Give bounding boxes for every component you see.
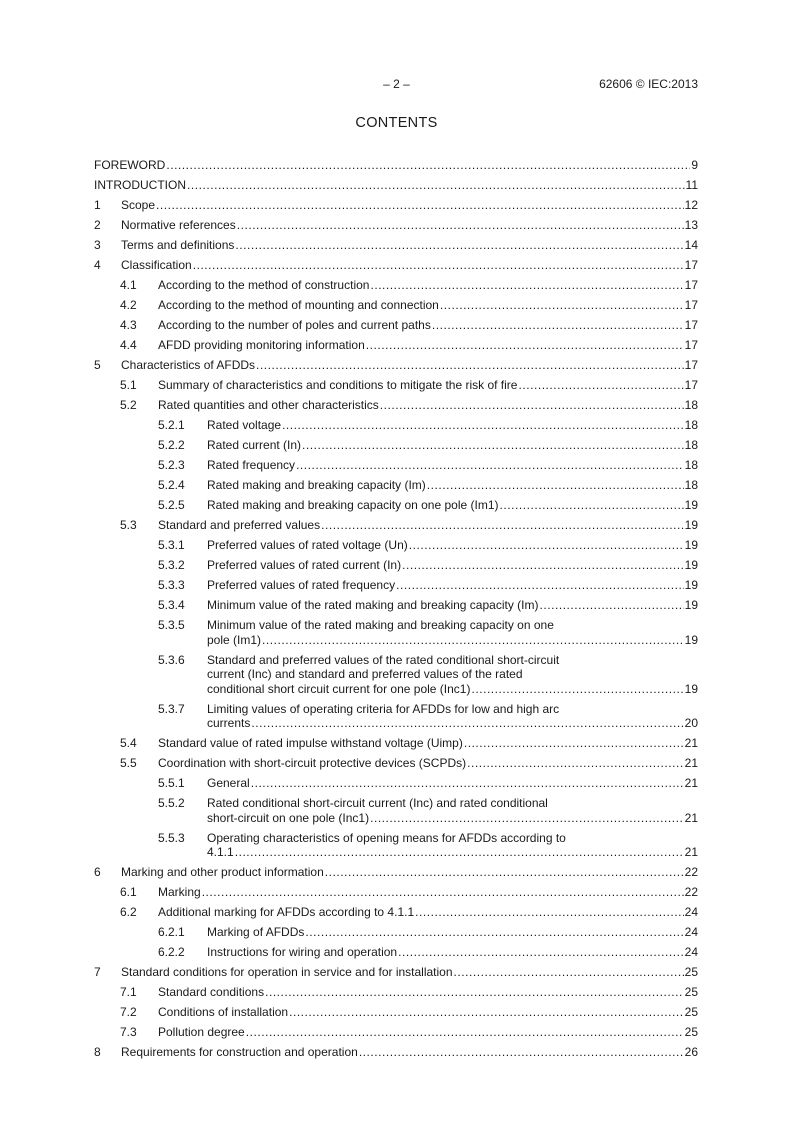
toc-entry-number: 5.3.6 (158, 652, 185, 667)
dot-leader (427, 478, 684, 493)
toc-entry[interactable] (94, 498, 698, 513)
toc-entry-title: Standard value of rated impulse withstand voltage (Uimp) (158, 736, 463, 750)
toc-page-number: 9 (691, 158, 698, 172)
toc-entry-title: conditional short circuit current for one pole (Inc1) (207, 681, 471, 696)
toc-entry-title: Preferred values of rated frequency (207, 578, 396, 592)
toc-entry-number: 8 (94, 1045, 101, 1059)
dot-leader (235, 238, 683, 253)
toc-entry[interactable] (94, 1005, 698, 1020)
toc-entry-number: 5.5.3 (158, 830, 185, 845)
toc-entry[interactable] (94, 885, 698, 900)
toc-entry[interactable] (94, 831, 698, 860)
toc-entry-title: Conditions of installation (158, 1005, 289, 1019)
toc-page-number: 22 (684, 885, 698, 899)
toc-entry[interactable] (94, 756, 698, 771)
toc-entry-title: currents (207, 716, 251, 730)
toc-entry-number: 7 (94, 965, 101, 979)
toc-entry-number: 4.4 (120, 338, 137, 352)
toc-page-number: 11 (685, 178, 698, 192)
toc-entry-number: 6.2.2 (158, 945, 185, 959)
dot-leader (202, 885, 684, 900)
toc-entry-title: Rated voltage (207, 418, 282, 432)
toc-entry[interactable] (94, 518, 698, 533)
toc-entry-title: AFDD providing monitoring information (158, 338, 365, 352)
toc-entry-title: Characteristics of AFDDs (121, 358, 256, 372)
toc-entry-number: 5.3.2 (158, 558, 185, 572)
toc-entry-title: Additional marking for AFDDs according to 4.1.1 (158, 905, 415, 919)
toc-entry[interactable] (94, 702, 698, 731)
toc-entry-title: According to the method of mounting and connection (158, 298, 439, 312)
dot-leader (325, 865, 684, 880)
toc-entry-number: 5.2.4 (158, 478, 185, 492)
dot-leader (370, 811, 684, 826)
toc-entry[interactable] (94, 905, 698, 920)
toc-entry-number: 5.2.3 (158, 458, 185, 472)
toc-entry[interactable] (94, 218, 698, 233)
toc-page-number: 19 (684, 558, 698, 572)
toc-entry[interactable] (94, 653, 698, 697)
toc-page-number: 21 (684, 810, 698, 825)
toc-entry[interactable] (94, 1025, 698, 1040)
toc-entry-number: 7.2 (120, 1005, 137, 1019)
toc-entry-title: Minimum value of the rated making and breaking capacity on one (207, 618, 554, 632)
toc-entry-title: According to the number of poles and current paths (158, 318, 431, 332)
table-of-contents (94, 158, 698, 1060)
dot-leader (321, 518, 684, 533)
dot-leader (235, 845, 684, 860)
toc-entry-number: 4.1 (120, 278, 137, 292)
toc-entry-number: 5.3.5 (158, 618, 185, 632)
toc-page-number: 25 (684, 965, 698, 979)
dot-leader (539, 598, 683, 613)
toc-entry-number: 4.2 (120, 298, 137, 312)
dot-leader (396, 578, 684, 593)
toc-entry[interactable] (94, 776, 698, 791)
toc-page-number: 19 (684, 518, 698, 532)
toc-entry-title: Requirements for construction and operation (121, 1045, 358, 1059)
toc-entry-title: Classification (121, 258, 192, 272)
toc-entry-title: Marking of AFDDs (207, 925, 305, 939)
dot-leader (398, 945, 684, 960)
toc-entry[interactable] (94, 278, 698, 293)
toc-entry[interactable] (94, 378, 698, 393)
toc-page-number: 19 (684, 681, 698, 696)
dot-leader (366, 338, 684, 353)
dot-leader (467, 756, 684, 771)
toc-entry-number: 5.3.1 (158, 538, 185, 552)
toc-entry-number: 7.1 (120, 985, 137, 999)
dot-leader (471, 682, 683, 697)
dot-leader (193, 258, 684, 273)
toc-entry-title: Terms and definitions (121, 238, 235, 252)
toc-entry[interactable] (94, 318, 698, 333)
toc-page-number: 22 (684, 865, 698, 879)
dot-leader (440, 298, 684, 313)
toc-entry-number: 5.2 (120, 398, 137, 412)
toc-entry[interactable] (94, 558, 698, 573)
toc-page-number: 19 (684, 578, 698, 592)
toc-page-number: 20 (684, 716, 698, 730)
standard-reference: 62606 © IEC:2013 (599, 77, 698, 91)
dot-leader (251, 776, 684, 791)
toc-page-number: 19 (684, 632, 698, 647)
toc-entry-title: short-circuit on one pole (Inc1) (207, 810, 370, 825)
toc-page-number: 26 (684, 1045, 698, 1059)
toc-entry-number: 6 (94, 865, 101, 879)
toc-entry-title: Normative references (121, 218, 236, 232)
page-number: – 2 – (383, 77, 410, 91)
toc-page-number: 21 (684, 776, 698, 790)
toc-entry-title: Scope (121, 198, 156, 212)
page-title: CONTENTS (355, 115, 438, 131)
toc-entry-title: Rated making and breaking capacity (Im) (207, 478, 426, 492)
toc-entry-number: 1 (94, 198, 101, 212)
toc-entry-title: INTRODUCTION (94, 178, 186, 192)
toc-entry-title: Standard conditions (158, 985, 265, 999)
toc-page-number: 21 (684, 756, 698, 770)
toc-entry-title: Standard and preferred values (158, 518, 321, 532)
dot-leader (402, 558, 684, 573)
toc-page-number: 25 (684, 1025, 698, 1039)
toc-page-number: 25 (684, 1005, 698, 1019)
toc-entry-title: Rated frequency (207, 458, 296, 472)
toc-page-number: 19 (684, 498, 698, 512)
dot-leader (500, 498, 684, 513)
toc-entry-title: Marking (158, 885, 201, 899)
toc-entry-number: 5.3.4 (158, 598, 185, 612)
dot-leader (464, 736, 684, 751)
toc-entry-number: 6.1 (120, 885, 137, 899)
toc-entry-number: 5.2.5 (158, 498, 185, 512)
toc-page-number: 18 (684, 438, 698, 452)
toc-entry-number: 5.3.3 (158, 578, 185, 592)
toc-page-number: 18 (684, 478, 698, 492)
toc-page-number: 24 (684, 905, 698, 919)
dot-leader (370, 278, 683, 293)
toc-entry[interactable] (94, 618, 698, 647)
toc-entry-title: Rated making and breaking capacity on one pole (Im1) (207, 498, 499, 512)
toc-entry-title: Preferred values of rated voltage (Un) (207, 538, 408, 552)
toc-page-number: 19 (684, 538, 698, 552)
toc-entry-title: Coordination with short-circuit protective devices (SCPDs) (158, 756, 467, 770)
toc-page-number: 21 (684, 845, 698, 859)
toc-entry[interactable] (94, 298, 698, 313)
toc-entry[interactable] (94, 458, 698, 473)
toc-entry-title: According to the method of construction (158, 278, 370, 292)
toc-entry[interactable] (94, 358, 698, 373)
toc-entry[interactable] (94, 985, 698, 1000)
toc-entry-title: FOREWORD (94, 158, 166, 172)
dot-leader (166, 158, 690, 173)
toc-page-number: 24 (684, 925, 698, 939)
toc-page-number: 17 (684, 378, 698, 392)
toc-entry-number: 5.3.7 (158, 701, 185, 716)
toc-entry-number: 5.2.2 (158, 438, 185, 452)
dot-leader (359, 1045, 684, 1060)
dot-leader (415, 905, 684, 920)
toc-entry[interactable] (94, 965, 698, 980)
dot-leader (296, 458, 684, 473)
toc-entry[interactable] (94, 258, 698, 273)
toc-page-number: 17 (684, 338, 698, 352)
toc-entry-number: 5.5 (120, 756, 137, 770)
toc-entry-number: 3 (94, 238, 101, 252)
dot-leader (246, 1025, 684, 1040)
toc-entry-title: current (Inc) and standard and preferred values of the rated (207, 667, 523, 681)
dot-leader (454, 965, 684, 980)
toc-page-number: 18 (684, 398, 698, 412)
dot-leader (156, 198, 684, 213)
dot-leader (262, 633, 684, 648)
toc-entry[interactable] (94, 178, 698, 193)
toc-entry[interactable] (94, 538, 698, 553)
dot-leader (251, 716, 683, 731)
toc-entry[interactable] (94, 945, 698, 960)
toc-page-number: 13 (684, 218, 698, 232)
toc-entry-title: Limiting values of operating criteria for AFDDs for low and high arc (207, 701, 560, 716)
dot-leader (305, 925, 683, 940)
dot-leader (289, 1005, 684, 1020)
toc-entry[interactable] (94, 478, 698, 493)
toc-entry[interactable] (94, 1045, 698, 1060)
toc-page-number: 17 (684, 258, 698, 272)
toc-entry-number: 7.3 (120, 1025, 137, 1039)
toc-entry[interactable] (94, 578, 698, 593)
toc-entry-title: Standard conditions for operation in service and for installation (121, 965, 453, 979)
dot-leader (187, 178, 685, 193)
dot-leader (282, 418, 684, 433)
toc-entry-title: Rated quantities and other characteristics (158, 398, 379, 412)
toc-page-number: 25 (684, 985, 698, 999)
toc-entry-title: 4.1.1 (207, 845, 234, 859)
toc-entry[interactable] (94, 598, 698, 613)
toc-entry-title: Summary of characteristics and conditions to mitigate the risk of fire (158, 378, 518, 392)
toc-entry[interactable] (94, 198, 698, 213)
toc-page-number: 14 (684, 238, 698, 252)
dot-leader (237, 218, 684, 233)
dot-leader (302, 438, 684, 453)
toc-entry-number: 5.1 (120, 378, 137, 392)
toc-entry-title: Operating characteristics of opening means for AFDDs according to (207, 830, 566, 845)
dot-leader (409, 538, 684, 553)
toc-entry-number: 5 (94, 358, 101, 372)
toc-entry-number: 6.2 (120, 905, 137, 919)
toc-entry-number: 5.5.1 (158, 776, 185, 790)
toc-entry[interactable] (94, 438, 698, 453)
toc-page-number: 18 (684, 458, 698, 472)
toc-entry-title: Instructions for wiring and operation (207, 945, 398, 959)
toc-entry[interactable] (94, 736, 698, 751)
toc-entry[interactable] (94, 158, 698, 173)
toc-page-number: 24 (684, 945, 698, 959)
toc-entry-title: General (207, 776, 250, 790)
toc-entry-number: 5.2.1 (158, 418, 185, 432)
toc-entry-title: Preferred values of rated current (In) (207, 558, 402, 572)
toc-entry[interactable] (94, 796, 698, 825)
toc-entry-number: 4 (94, 258, 101, 272)
toc-entry-number: 4.3 (120, 318, 137, 332)
toc-entry[interactable] (94, 398, 698, 413)
toc-page-number: 17 (684, 318, 698, 332)
toc-page-number: 18 (684, 418, 698, 432)
toc-page-number: 19 (684, 598, 698, 612)
toc-entry[interactable] (94, 338, 698, 353)
toc-page-number: 17 (684, 278, 698, 292)
toc-page-number: 17 (684, 358, 698, 372)
toc-entry-number: 5.4 (120, 736, 137, 750)
toc-page-number: 12 (684, 198, 698, 212)
dot-leader (432, 318, 684, 333)
toc-entry-number: 5.3 (120, 518, 137, 532)
toc-entry-title: Marking and other product information (121, 865, 324, 879)
dot-leader (518, 378, 683, 393)
toc-entry[interactable] (94, 925, 698, 940)
toc-entry-number: 6.2.1 (158, 925, 185, 939)
toc-entry-title: pole (Im1) (207, 632, 262, 647)
toc-entry-title: Standard and preferred values of the rated conditional short-circuit (207, 652, 560, 667)
dot-leader (380, 398, 684, 413)
toc-entry-title: Minimum value of the rated making and breaking capacity (Im) (207, 598, 539, 612)
toc-entry-number: 5.5.2 (158, 796, 185, 810)
dot-leader (256, 358, 684, 373)
toc-entry[interactable] (94, 865, 698, 880)
toc-entry-title: Pollution degree (158, 1025, 245, 1039)
toc-entry-title: Rated current (In) (207, 438, 302, 452)
toc-page-number: 21 (684, 736, 698, 750)
toc-entry[interactable] (94, 418, 698, 433)
toc-entry[interactable] (94, 238, 698, 253)
toc-entry-title: Rated conditional short-circuit current (Inc) and rated conditional (207, 796, 548, 810)
toc-entry-number: 2 (94, 218, 101, 232)
toc-page-number: 17 (684, 298, 698, 312)
dot-leader (265, 985, 684, 1000)
